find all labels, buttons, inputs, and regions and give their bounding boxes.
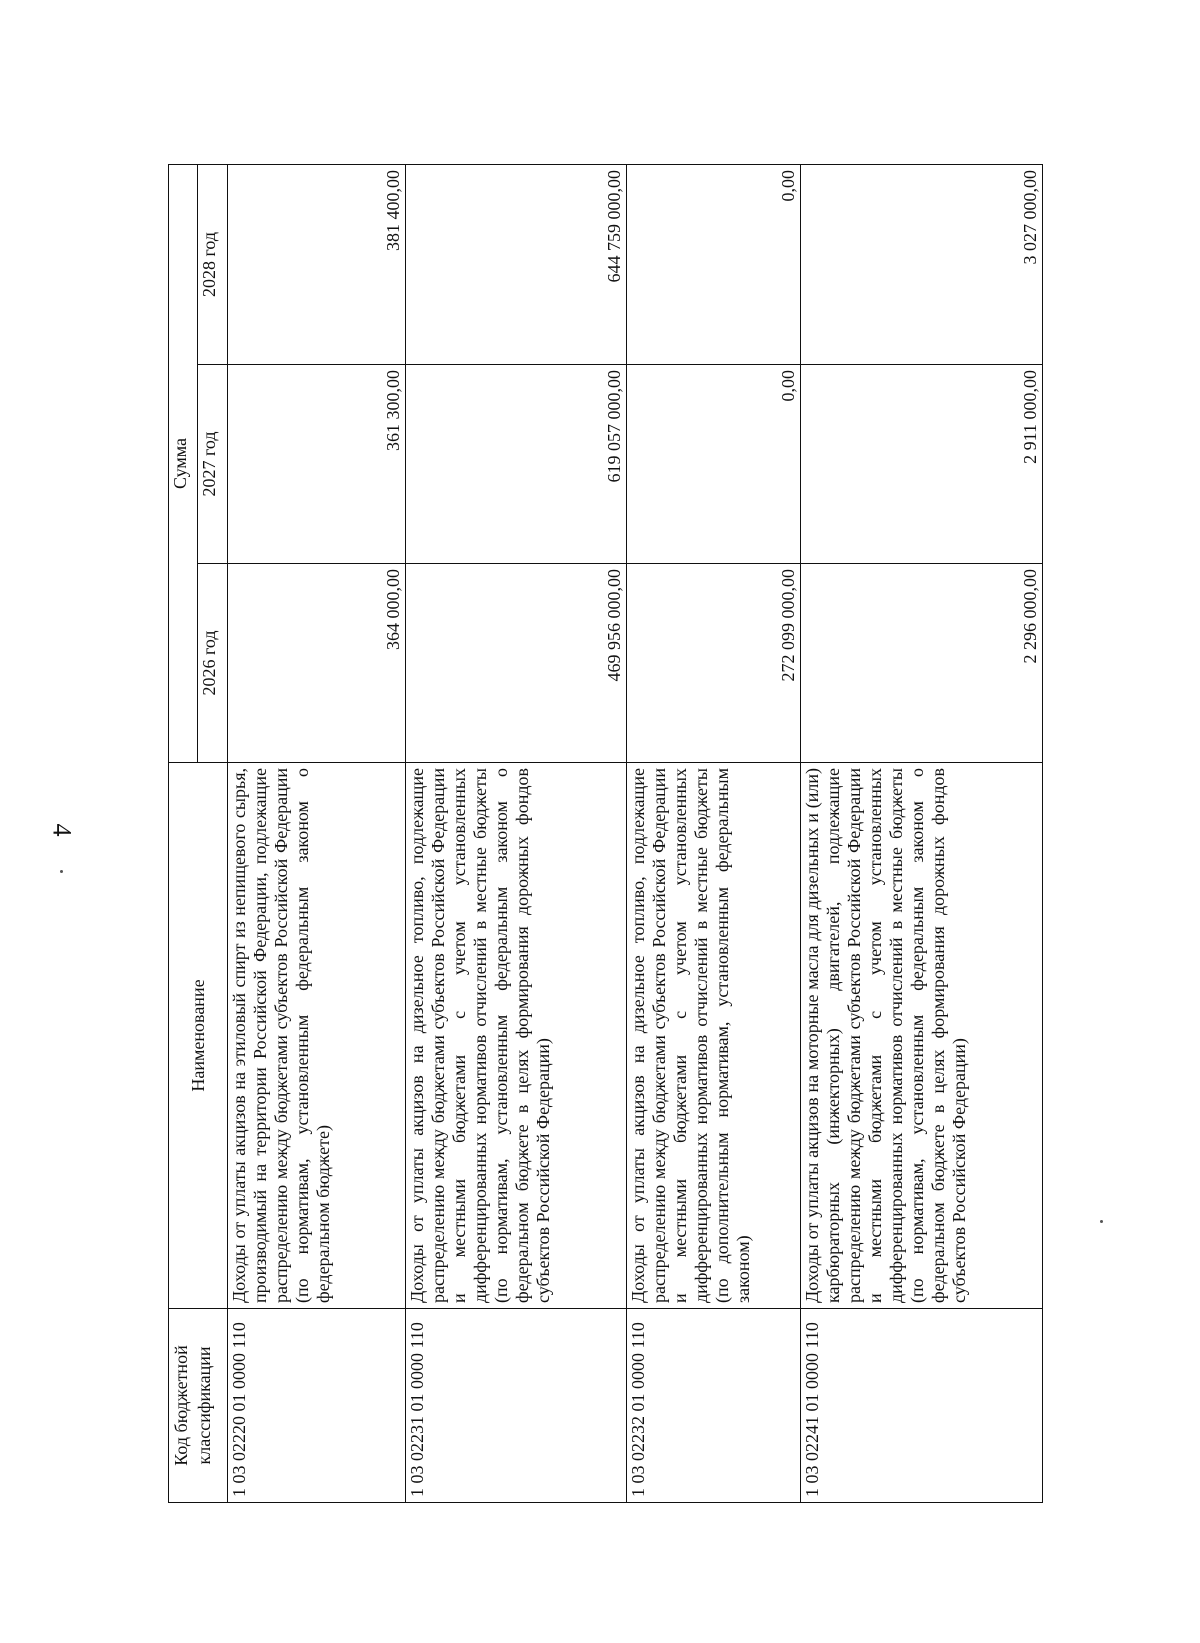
scan-speck xyxy=(1100,1220,1103,1223)
row-code: 1 03 02232 01 0000 110 xyxy=(627,1309,800,1503)
row-code: 1 03 02220 01 0000 110 xyxy=(228,1309,406,1503)
scan-speck xyxy=(60,870,63,873)
row-value-2028: 381 400,00 xyxy=(228,165,406,365)
row-value-2028: 0,00 xyxy=(627,165,800,365)
header-year-2026: 2026 год xyxy=(198,564,228,763)
header-year-2027: 2027 год xyxy=(198,365,228,564)
row-value-2028: 644 759 000,00 xyxy=(405,165,627,365)
row-value-2026: 272 099 000,00 xyxy=(627,564,800,763)
row-value-2028: 3 027 000,00 xyxy=(800,165,1042,365)
row-value-2026: 469 956 000,00 xyxy=(405,564,627,763)
header-sum: Сумма xyxy=(169,165,198,763)
header-year-2028: 2028 год xyxy=(198,165,228,365)
header-code: Код бюджетной классификации xyxy=(169,1309,228,1503)
row-value-2027: 619 057 000,00 xyxy=(405,365,627,564)
row-value-2027: 361 300,00 xyxy=(228,365,406,564)
table-row xyxy=(800,165,1042,1503)
row-code: 1 03 02241 01 0000 110 xyxy=(800,1309,1042,1503)
row-name: Доходы от уплаты акцизов на дизельное топливо, подлежащие распределению между бюджетами субъектов Российской Федерации и местными бюджетами с учетом установленных дифференцированных нормативов отчислений в местные бюджеты (по нормативам, установленным федеральным законом о федеральном бюджете в целях формирования дорожных фондов субъектов Российской Федерации) xyxy=(405,763,627,1309)
row-value-2027: 2 911 000,00 xyxy=(800,365,1042,564)
table-row xyxy=(228,165,406,1503)
row-code: 1 03 02231 01 0000 110 xyxy=(405,1309,627,1503)
header-name: Наименование xyxy=(169,763,228,1309)
table-row xyxy=(405,165,627,1503)
rotated-table-container xyxy=(168,165,1043,1503)
row-value-2026: 364 000,00 xyxy=(228,564,406,763)
row-value-2027: 0,00 xyxy=(627,365,800,564)
row-value-2026: 2 296 000,00 xyxy=(800,564,1042,763)
page-number: 4 xyxy=(47,823,77,837)
row-name: Доходы от уплаты акцизов на дизельное топливо, подлежащие распределению между бюджетами субъектов Российской Федерации и местными бюджетами с учетом установленных дифференцированных нормативов отчислений в местные бюджеты (по дополнительным нормативам, установленным федеральным законом) xyxy=(627,763,800,1309)
row-name: Доходы от уплаты акцизов на этиловый спирт из непищевого сырья, производимый на территории Российской Федерации, подлежащие распределению между бюджетами субъектов Российской Федерации (по нормативам, установленным федеральным законом о федеральном бюджете) xyxy=(228,763,406,1309)
table-row xyxy=(627,165,800,1503)
row-name: Доходы от уплаты акцизов на моторные масла для дизельных и (или) карбюраторных (инжекторных) двигателей, подлежащие распределению между бюджетами субъектов Российской Федерации и местными бюджетами с учетом установленных дифференцированных нормативов отчислений в местные бюджеты (по нормативам, установленным федеральным законом о федеральном бюджете в целях формирования дорожных фондов субъектов Российской Федерации) xyxy=(800,763,1042,1309)
budget-revenue-table xyxy=(168,164,1043,1503)
